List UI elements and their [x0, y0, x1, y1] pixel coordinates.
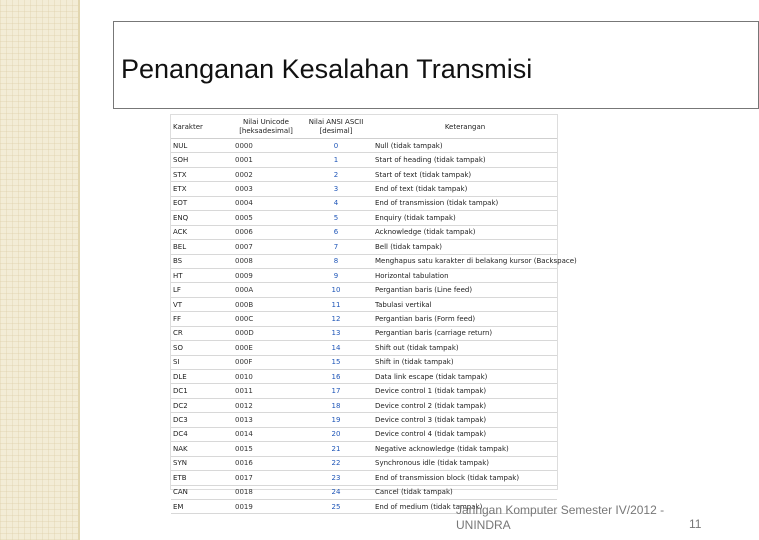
cell-keterangan: Device control 3 (tidak tampak)	[373, 413, 557, 427]
cell-keterangan: Shift out (tidak tampak)	[373, 341, 557, 355]
cell-karakter: ACK	[171, 225, 233, 239]
cell-karakter: LF	[171, 283, 233, 297]
table-row	[171, 254, 557, 268]
cell-karakter: STX	[171, 167, 233, 181]
table-row	[171, 427, 557, 441]
cell-karakter: FF	[171, 312, 233, 326]
cell-decimal: 13	[299, 326, 373, 340]
cell-decimal: 16	[299, 370, 373, 384]
cell-decimal: 15	[299, 355, 373, 369]
cell-karakter: EOT	[171, 196, 233, 210]
cell-karakter: SO	[171, 341, 233, 355]
cell-keterangan: Device control 4 (tidak tampak)	[373, 427, 557, 441]
cell-decimal: 7	[299, 240, 373, 254]
cell-decimal: 24	[299, 485, 373, 499]
cell-decimal: 3	[299, 182, 373, 196]
cell-unicode: 0001	[233, 153, 299, 167]
table-row	[171, 211, 557, 225]
cell-unicode: 0006	[233, 225, 299, 239]
cell-karakter: VT	[171, 297, 233, 311]
cell-karakter: BEL	[171, 240, 233, 254]
header-ansi-line1: Nilai ANSI ASCII	[308, 118, 364, 126]
cell-unicode: 0002	[233, 167, 299, 181]
cell-unicode: 0005	[233, 211, 299, 225]
cell-keterangan: Shift in (tidak tampak)	[373, 355, 557, 369]
cell-keterangan: Null (tidak tampak)	[373, 139, 557, 153]
cell-keterangan: Enquiry (tidak tampak)	[373, 211, 557, 225]
table-row	[171, 312, 557, 326]
cell-decimal: 21	[299, 442, 373, 456]
cell-unicode: 0000	[233, 139, 299, 153]
table-row	[171, 326, 557, 340]
table-row	[171, 182, 557, 196]
cell-karakter: ETB	[171, 471, 233, 485]
cell-unicode: 0013	[233, 413, 299, 427]
page-number: 11	[689, 517, 702, 531]
table-row	[171, 355, 557, 369]
cell-keterangan: Horizontal tabulation	[373, 268, 557, 282]
cell-decimal: 10	[299, 283, 373, 297]
cell-keterangan: Bell (tidak tampak)	[373, 240, 557, 254]
cell-karakter: SYN	[171, 456, 233, 470]
table-row	[171, 398, 557, 412]
table-header-row	[171, 115, 557, 139]
cell-decimal: 9	[299, 268, 373, 282]
cell-decimal: 0	[299, 139, 373, 153]
table-row	[171, 167, 557, 181]
cell-keterangan: Menghapus satu karakter di belakang kursor (Backspace)	[373, 254, 557, 268]
cell-unicode: 0016	[233, 456, 299, 470]
cell-keterangan: Acknowledge (tidak tampak)	[373, 225, 557, 239]
header-karakter: Karakter	[171, 115, 233, 139]
cell-decimal: 23	[299, 471, 373, 485]
header-unicode	[233, 115, 299, 139]
header-unicode-line1: Nilai Unicode	[243, 118, 289, 126]
cell-karakter: DC3	[171, 413, 233, 427]
cell-karakter: ENQ	[171, 211, 233, 225]
table-row	[171, 297, 557, 311]
cell-unicode: 0009	[233, 268, 299, 282]
cell-keterangan: Synchronous idle (tidak tampak)	[373, 456, 557, 470]
cell-keterangan: Cancel (tidak tampak)	[373, 485, 557, 499]
cell-karakter: DC4	[171, 427, 233, 441]
cell-keterangan: Tabulasi vertikal	[373, 297, 557, 311]
cell-keterangan: Device control 2 (tidak tampak)	[373, 398, 557, 412]
table-body	[171, 139, 577, 514]
table-row	[171, 341, 557, 355]
cell-karakter: EM	[171, 499, 233, 513]
cell-unicode: 000A	[233, 283, 299, 297]
cell-karakter: SOH	[171, 153, 233, 167]
ascii-table	[171, 115, 577, 514]
cell-unicode: 0008	[233, 254, 299, 268]
cell-unicode: 000D	[233, 326, 299, 340]
cell-keterangan: End of transmission (tidak tampak)	[373, 196, 557, 210]
cell-decimal: 25	[299, 499, 373, 513]
cell-karakter: CR	[171, 326, 233, 340]
table-row	[171, 196, 557, 210]
cell-unicode: 0003	[233, 182, 299, 196]
cell-karakter: ETX	[171, 182, 233, 196]
cell-keterangan: End of transmission block (tidak tampak)	[373, 471, 557, 485]
cell-karakter: DC2	[171, 398, 233, 412]
header-keterangan: Keterangan	[373, 115, 557, 139]
cell-karakter: BS	[171, 254, 233, 268]
cell-keterangan: Pergantian baris (Form feed)	[373, 312, 557, 326]
cell-unicode: 000E	[233, 341, 299, 355]
cell-keterangan: Start of heading (tidak tampak)	[373, 153, 557, 167]
table-row	[171, 485, 557, 499]
table-row	[171, 456, 557, 470]
table-row	[171, 139, 557, 153]
footer-line-2: UNINDRA	[456, 518, 511, 532]
cell-decimal: 14	[299, 341, 373, 355]
table-row	[171, 471, 557, 485]
cell-karakter: DLE	[171, 370, 233, 384]
table-row	[171, 268, 557, 282]
cell-decimal: 19	[299, 413, 373, 427]
cell-unicode: 0011	[233, 384, 299, 398]
cell-karakter: CAN	[171, 485, 233, 499]
cell-decimal: 2	[299, 167, 373, 181]
cell-karakter: HT	[171, 268, 233, 282]
cell-keterangan: Pergantian baris (carriage return)	[373, 326, 557, 340]
cell-unicode: 0004	[233, 196, 299, 210]
cell-keterangan: Data link escape (tidak tampak)	[373, 370, 557, 384]
table-row	[171, 413, 557, 427]
ascii-table-image	[170, 114, 577, 511]
header-unicode-line2: [heksadesimal]	[239, 127, 293, 135]
cell-keterangan: Pergantian baris (Line feed)	[373, 283, 557, 297]
header-ansi	[299, 115, 373, 139]
cell-keterangan: End of medium (tidak tampak)	[373, 499, 557, 513]
cell-decimal: 4	[299, 196, 373, 210]
cell-decimal: 1	[299, 153, 373, 167]
cell-unicode: 0007	[233, 240, 299, 254]
decorative-side-band	[0, 0, 80, 540]
slide-title: Penanganan Kesalahan Transmisi	[121, 54, 533, 84]
cell-karakter: DC1	[171, 384, 233, 398]
cell-unicode: 0012	[233, 398, 299, 412]
header-ansi-line2: [desimal]	[319, 127, 353, 135]
cell-keterangan: Start of text (tidak tampak)	[373, 167, 557, 181]
table-row	[171, 442, 557, 456]
cell-karakter: SI	[171, 355, 233, 369]
cell-keterangan: Device control 1 (tidak tampak)	[373, 384, 557, 398]
cell-unicode: 0014	[233, 427, 299, 441]
table-row	[171, 225, 557, 239]
cell-unicode: 000F	[233, 355, 299, 369]
cell-unicode: 000B	[233, 297, 299, 311]
title-box	[113, 21, 759, 109]
table-row	[171, 153, 557, 167]
cell-unicode: 0017	[233, 471, 299, 485]
cell-keterangan: Negative acknowledge (tidak tampak)	[373, 442, 557, 456]
table-row	[171, 370, 557, 384]
cell-decimal: 18	[299, 398, 373, 412]
cell-decimal: 8	[299, 254, 373, 268]
cell-decimal: 12	[299, 312, 373, 326]
cell-decimal: 11	[299, 297, 373, 311]
cell-karakter: NAK	[171, 442, 233, 456]
cell-decimal: 5	[299, 211, 373, 225]
cell-karakter: NUL	[171, 139, 233, 153]
footer-text	[456, 503, 686, 533]
table-row	[171, 384, 557, 398]
cell-unicode: 000C	[233, 312, 299, 326]
cell-unicode: 0019	[233, 499, 299, 513]
cell-keterangan: End of text (tidak tampak)	[373, 182, 557, 196]
footer-line-1: Jaringan Komputer Semester IV/2012 -	[456, 503, 665, 517]
cell-unicode: 0015	[233, 442, 299, 456]
cell-unicode: 0018	[233, 485, 299, 499]
cell-decimal: 6	[299, 225, 373, 239]
cell-decimal: 22	[299, 456, 373, 470]
cell-decimal: 20	[299, 427, 373, 441]
table-row	[171, 240, 557, 254]
cell-decimal: 17	[299, 384, 373, 398]
table-row	[171, 283, 557, 297]
cell-unicode: 0010	[233, 370, 299, 384]
